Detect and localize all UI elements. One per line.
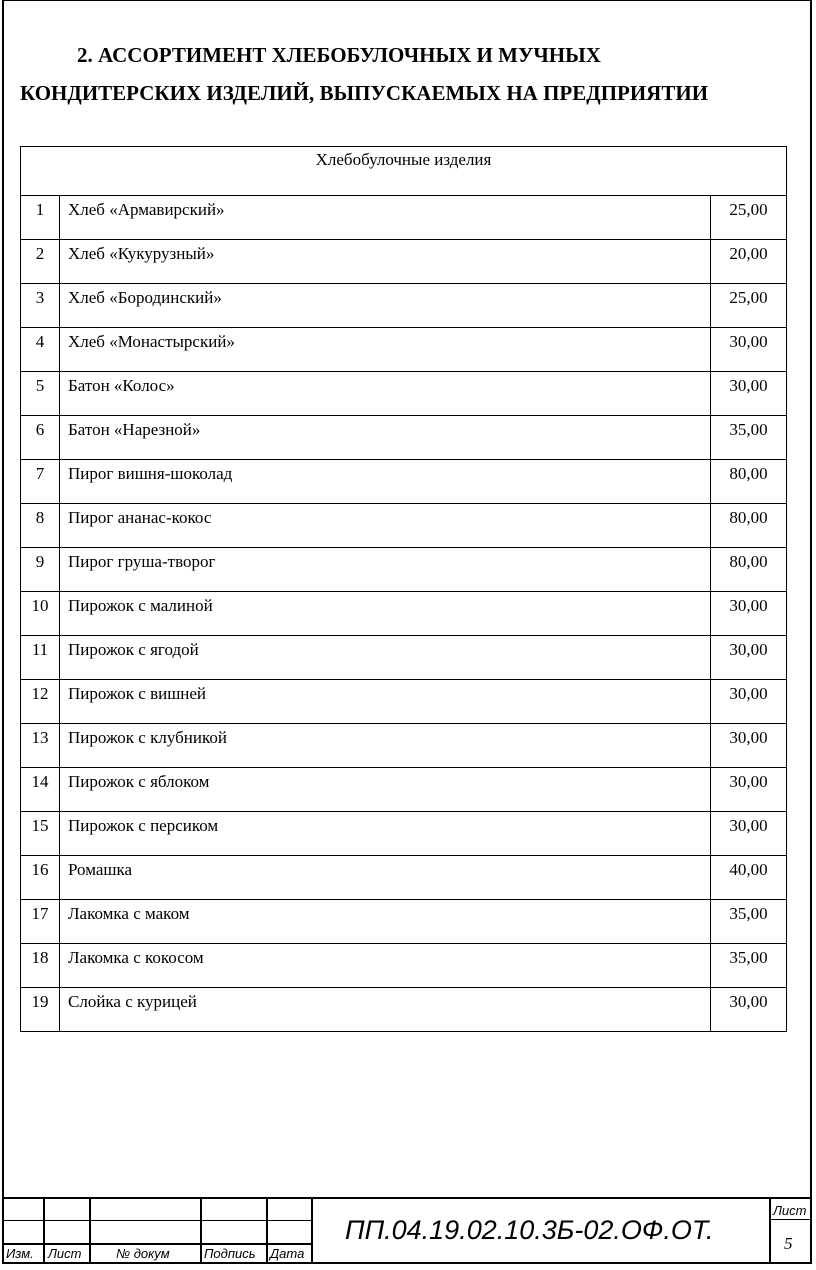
- product-price: 40,00: [711, 856, 787, 900]
- product-price: 80,00: [711, 548, 787, 592]
- product-price: 30,00: [711, 328, 787, 372]
- table-row: [21, 768, 787, 812]
- table-row: [21, 284, 787, 328]
- product-price: 30,00: [711, 768, 787, 812]
- product-name: Лакомка с кокосом: [60, 944, 711, 988]
- row-number: 9: [21, 548, 60, 592]
- product-price: 25,00: [711, 284, 787, 328]
- product-price: 30,00: [711, 592, 787, 636]
- list-label: Лист: [48, 1246, 82, 1261]
- row-number: 3: [21, 284, 60, 328]
- product-name: Пирожок с клубникой: [60, 724, 711, 768]
- product-name: Ромашка: [60, 856, 711, 900]
- product-name: Хлеб «Кукурузный»: [60, 240, 711, 284]
- heading-line-2: КОНДИТЕРСКИХ ИЗДЕЛИЙ, ВЫПУСКАЕМЫХ НА ПРЕДПРИЯТИИ: [20, 81, 709, 105]
- date-label: Дата: [270, 1246, 305, 1261]
- table-row: [21, 504, 787, 548]
- product-price: 80,00: [711, 504, 787, 548]
- row-number: 6: [21, 416, 60, 460]
- product-price: 25,00: [711, 196, 787, 240]
- table-row: [21, 812, 787, 856]
- product-name: Пирожок с малиной: [60, 592, 711, 636]
- product-price: 35,00: [711, 900, 787, 944]
- row-number: 1: [21, 196, 60, 240]
- table-row: [21, 944, 787, 988]
- section-title: Хлебобулочные изделия: [21, 147, 787, 196]
- table-row: [21, 592, 787, 636]
- row-number: 4: [21, 328, 60, 372]
- product-price: 30,00: [711, 812, 787, 856]
- table-row: [21, 328, 787, 372]
- table-row: [21, 988, 787, 1032]
- product-price: 30,00: [711, 372, 787, 416]
- product-name: Пирог груша-творог: [60, 548, 711, 592]
- table-row: [21, 548, 787, 592]
- section-heading: [20, 36, 786, 112]
- product-name: Хлеб «Монастырский»: [60, 328, 711, 372]
- table-section-row: [21, 147, 787, 196]
- row-number: 2: [21, 240, 60, 284]
- doc-no-label: № докум: [116, 1246, 170, 1261]
- table-row: [21, 900, 787, 944]
- table-row: [21, 240, 787, 284]
- row-number: 19: [21, 988, 60, 1032]
- product-price: 20,00: [711, 240, 787, 284]
- row-number: 16: [21, 856, 60, 900]
- heading-line-1: 2. АССОРТИМЕНТ ХЛЕБОБУЛОЧНЫХ И МУЧНЫХ: [77, 43, 601, 67]
- product-name: Лакомка с маком: [60, 900, 711, 944]
- row-number: 15: [21, 812, 60, 856]
- product-price: 30,00: [711, 988, 787, 1032]
- product-price: 30,00: [711, 680, 787, 724]
- row-number: 12: [21, 680, 60, 724]
- product-price: 30,00: [711, 636, 787, 680]
- product-price: 35,00: [711, 416, 787, 460]
- product-price: 35,00: [711, 944, 787, 988]
- table-row: [21, 724, 787, 768]
- assortment-table: [20, 146, 787, 1032]
- product-name: Пирожок с яблоком: [60, 768, 711, 812]
- product-name: Батон «Колос»: [60, 372, 711, 416]
- sheet-label: Лист: [773, 1203, 807, 1218]
- table-row: [21, 636, 787, 680]
- product-price: 30,00: [711, 724, 787, 768]
- row-number: 14: [21, 768, 60, 812]
- row-number: 17: [21, 900, 60, 944]
- table-row: [21, 416, 787, 460]
- row-number: 13: [21, 724, 60, 768]
- product-name: Пирожок с ягодой: [60, 636, 711, 680]
- table-row: [21, 372, 787, 416]
- table-row: [21, 680, 787, 724]
- table-row: [21, 460, 787, 504]
- table-row: [21, 196, 787, 240]
- product-name: Слойка с курицей: [60, 988, 711, 1032]
- product-name: Пирог вишня-шоколад: [60, 460, 711, 504]
- row-number: 10: [21, 592, 60, 636]
- row-number: 7: [21, 460, 60, 504]
- product-price: 80,00: [711, 460, 787, 504]
- product-name: Пирожок с вишней: [60, 680, 711, 724]
- product-name: Пирог ананас-кокос: [60, 504, 711, 548]
- document-code: ПП.04.19.02.10.3Б-02.ОФ.ОТ.: [345, 1215, 714, 1245]
- table-row: [21, 856, 787, 900]
- row-number: 8: [21, 504, 60, 548]
- izm-label: Изм.: [6, 1246, 34, 1261]
- row-number: 11: [21, 636, 60, 680]
- signature-label: Подпись: [204, 1246, 256, 1261]
- product-name: Пирожок с персиком: [60, 812, 711, 856]
- sheet-number: 5: [784, 1234, 793, 1253]
- product-name: Хлеб «Бородинский»: [60, 284, 711, 328]
- product-name: Хлеб «Армавирский»: [60, 196, 711, 240]
- row-number: 5: [21, 372, 60, 416]
- row-number: 18: [21, 944, 60, 988]
- product-name: Батон «Нарезной»: [60, 416, 711, 460]
